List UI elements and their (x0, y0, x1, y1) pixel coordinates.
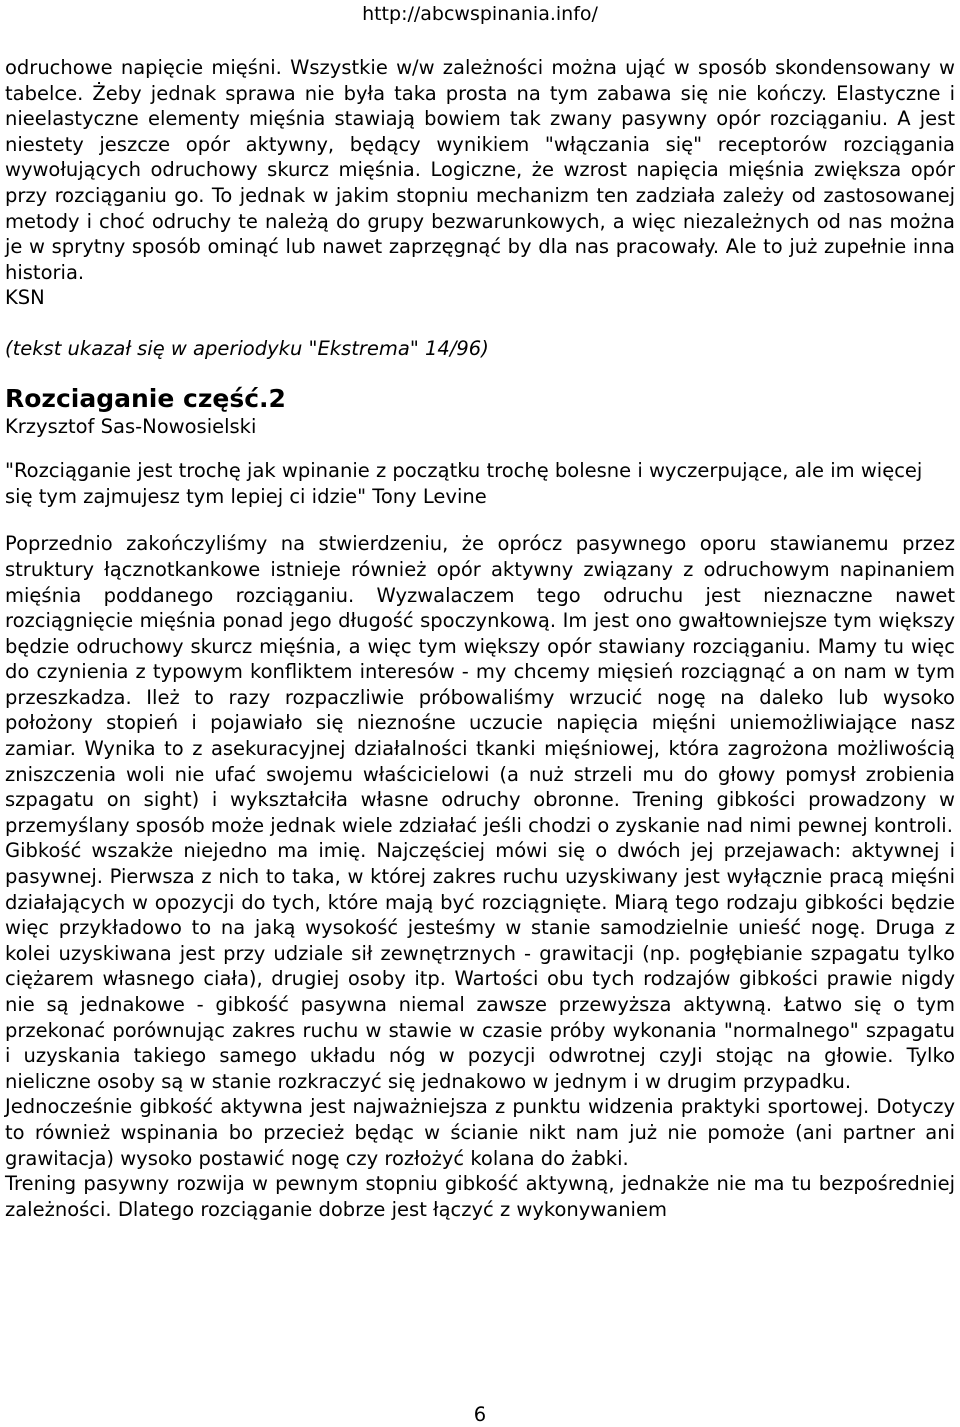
document-body (5, 55, 955, 1222)
article2-quote: "Rozciąganie jest trochę jak wpinanie z początku trochę bolesne i wyczerpujące, ale im więcej się tym zajmujesz tym lepiej ci idzie" Tony Levine (5, 459, 923, 508)
article2-title: Rozciaganie część.2 (5, 383, 286, 413)
header-url: http://abcwspinania.info/ (362, 3, 598, 25)
article2-paragraph-4: Trening pasywny rozwija w pewnym stopniu gibkość aktywną, jednakże nie ma tu bezpośredniej zależności. Dlatego rozciąganie dobrze jest łączyć z wykonywaniem (5, 1172, 955, 1221)
article1-paragraph: odruchowe napięcie mięśni. Wszystkie w/w zależności można ująć w sposób skondensowany w tabelce. Żeby jednak sprawa nie była taka prosta na tym zabawa się nie kończy. Elastyczne i nieelastyczne elementy mięśnia stawiają bowiem tak zwany pasywny opór rozciąganiu. A jest niestety jeszcze opór aktywny, będący wynikiem "włączania się" receptorów rozciągania wywołujących odruchowy skurcz mięśnia. Logiczne, że wzrost napięcia mięśnia zwiększa opór przy rozciąganiu go. To jednak w jakim stopniu mechanizm ten zadziała zależy od zastosowanej metody i choć odruchy te należą do grupy bezwarunkowych, a więc niezależnych od nas można je w sprytny sposób ominąć lub nawet zaprzęgnąć by dla nas pracowały. Ale to już zupełnie inna historia. (5, 56, 955, 284)
article2-paragraph-2: Gibkość wszakże niejedno ma imię. Najczęściej mówi się o dwóch jej przejawach: aktywnej i pasywnej. Pierwsza z nich to taka, w której zakres ruchu uzyskiwany jest wyłącznie pracą mięśni działających w opozycji do tych, które mają być rozciągnięte. Miarą tego rodzaju gibkości będzie więc przykładowo to na jaką wysokość jesteśmy w stanie samodzielnie unieść nogę. Druga z kolei uzyskiwana jest przy udziale sił zewnętrznych - grawitacji (np. pogłębianie szpagatu tylko ciężarem własnego ciała), drugiej osoby itp. Wartości obu tych rodzajów gibkości prawie nigdy nie są jednakowe - gibkość pasywna niemal zawsze przewyższa aktywną. Łatwo się o tym przekonać porównując zakres ruchu w stawie w czasie próby wykonania "normalnego" szpagatu i uzyskania takiego samego układu nóg w pozycji odwrotnej czyJi stojąc na głowie. Tylko nieliczne osoby są w stanie rozkraczyć się jednakowo w jednym i w drugim przypadku. (5, 839, 955, 1093)
article1-signature: KSN (5, 286, 45, 310)
page-number: 6 (473, 1403, 487, 1426)
article2-paragraph-1: Poprzednio zakończyliśmy na stwierdzeniu, że oprócz pasywnego oporu stawianemu przez struktury łącznotkankowe istnieje również opór aktywny związany z odruchowym napinaniem mięśnia poddanego rozciąganiu. Wyzwalaczem tego odruchu jest nieznaczne nawet rozciągnięcie mięśnia ponad jego długość spoczynkową. Im jest ono gwałtowniejsze tym większy będzie odruchowy skurcz mięśnia, a więc tym większy opór stawiany rozciąganiu. Mamy tu więc do czynienia z typowym konfliktem interesów - my chcemy mięsień rozciągnąć a on nam w tym przeszkadza. Ileż to razy rozpaczliwie próbowaliśmy wrzucić nogę na daleko lub wysoko położony stopień i pojawiało się nieznośne uczucie napięcia mięśni uniemożliwiające nasz zamiar. Wynika to z asekuracyjnej działalności tkanki mięśniowej, która zagrożona możliwością zniszczenia woli nie ufać swojemu właścicielowi (a nuż strzeli mu do głowy pomysł zrobienia szpagatu on sight) i wykształciła własne odruchy obronne. Trening gibkości prowadzony w przemyślany sposób może jednak wiele zdziałać jeśli chodzi o zyskanie nad nimi pewnej kontroli. (5, 532, 955, 837)
article1-source-note: (tekst ukazał się w aperiodyku "Ekstrema" 14/96) (5, 336, 489, 360)
article2-author: Krzysztof Sas-Nowosielski (5, 414, 257, 438)
article2-paragraph-3: Jednocześnie gibkość aktywna jest najważniejsza z punktu widzenia praktyki sportowej. Dotyczy to również wspinania bo przecież będąc w ścianie nikt nam już nie pomoże (ani partner ani grawitacja) wysoko postawić nogę czy rozłożyć kolana do żabki. (5, 1095, 955, 1170)
